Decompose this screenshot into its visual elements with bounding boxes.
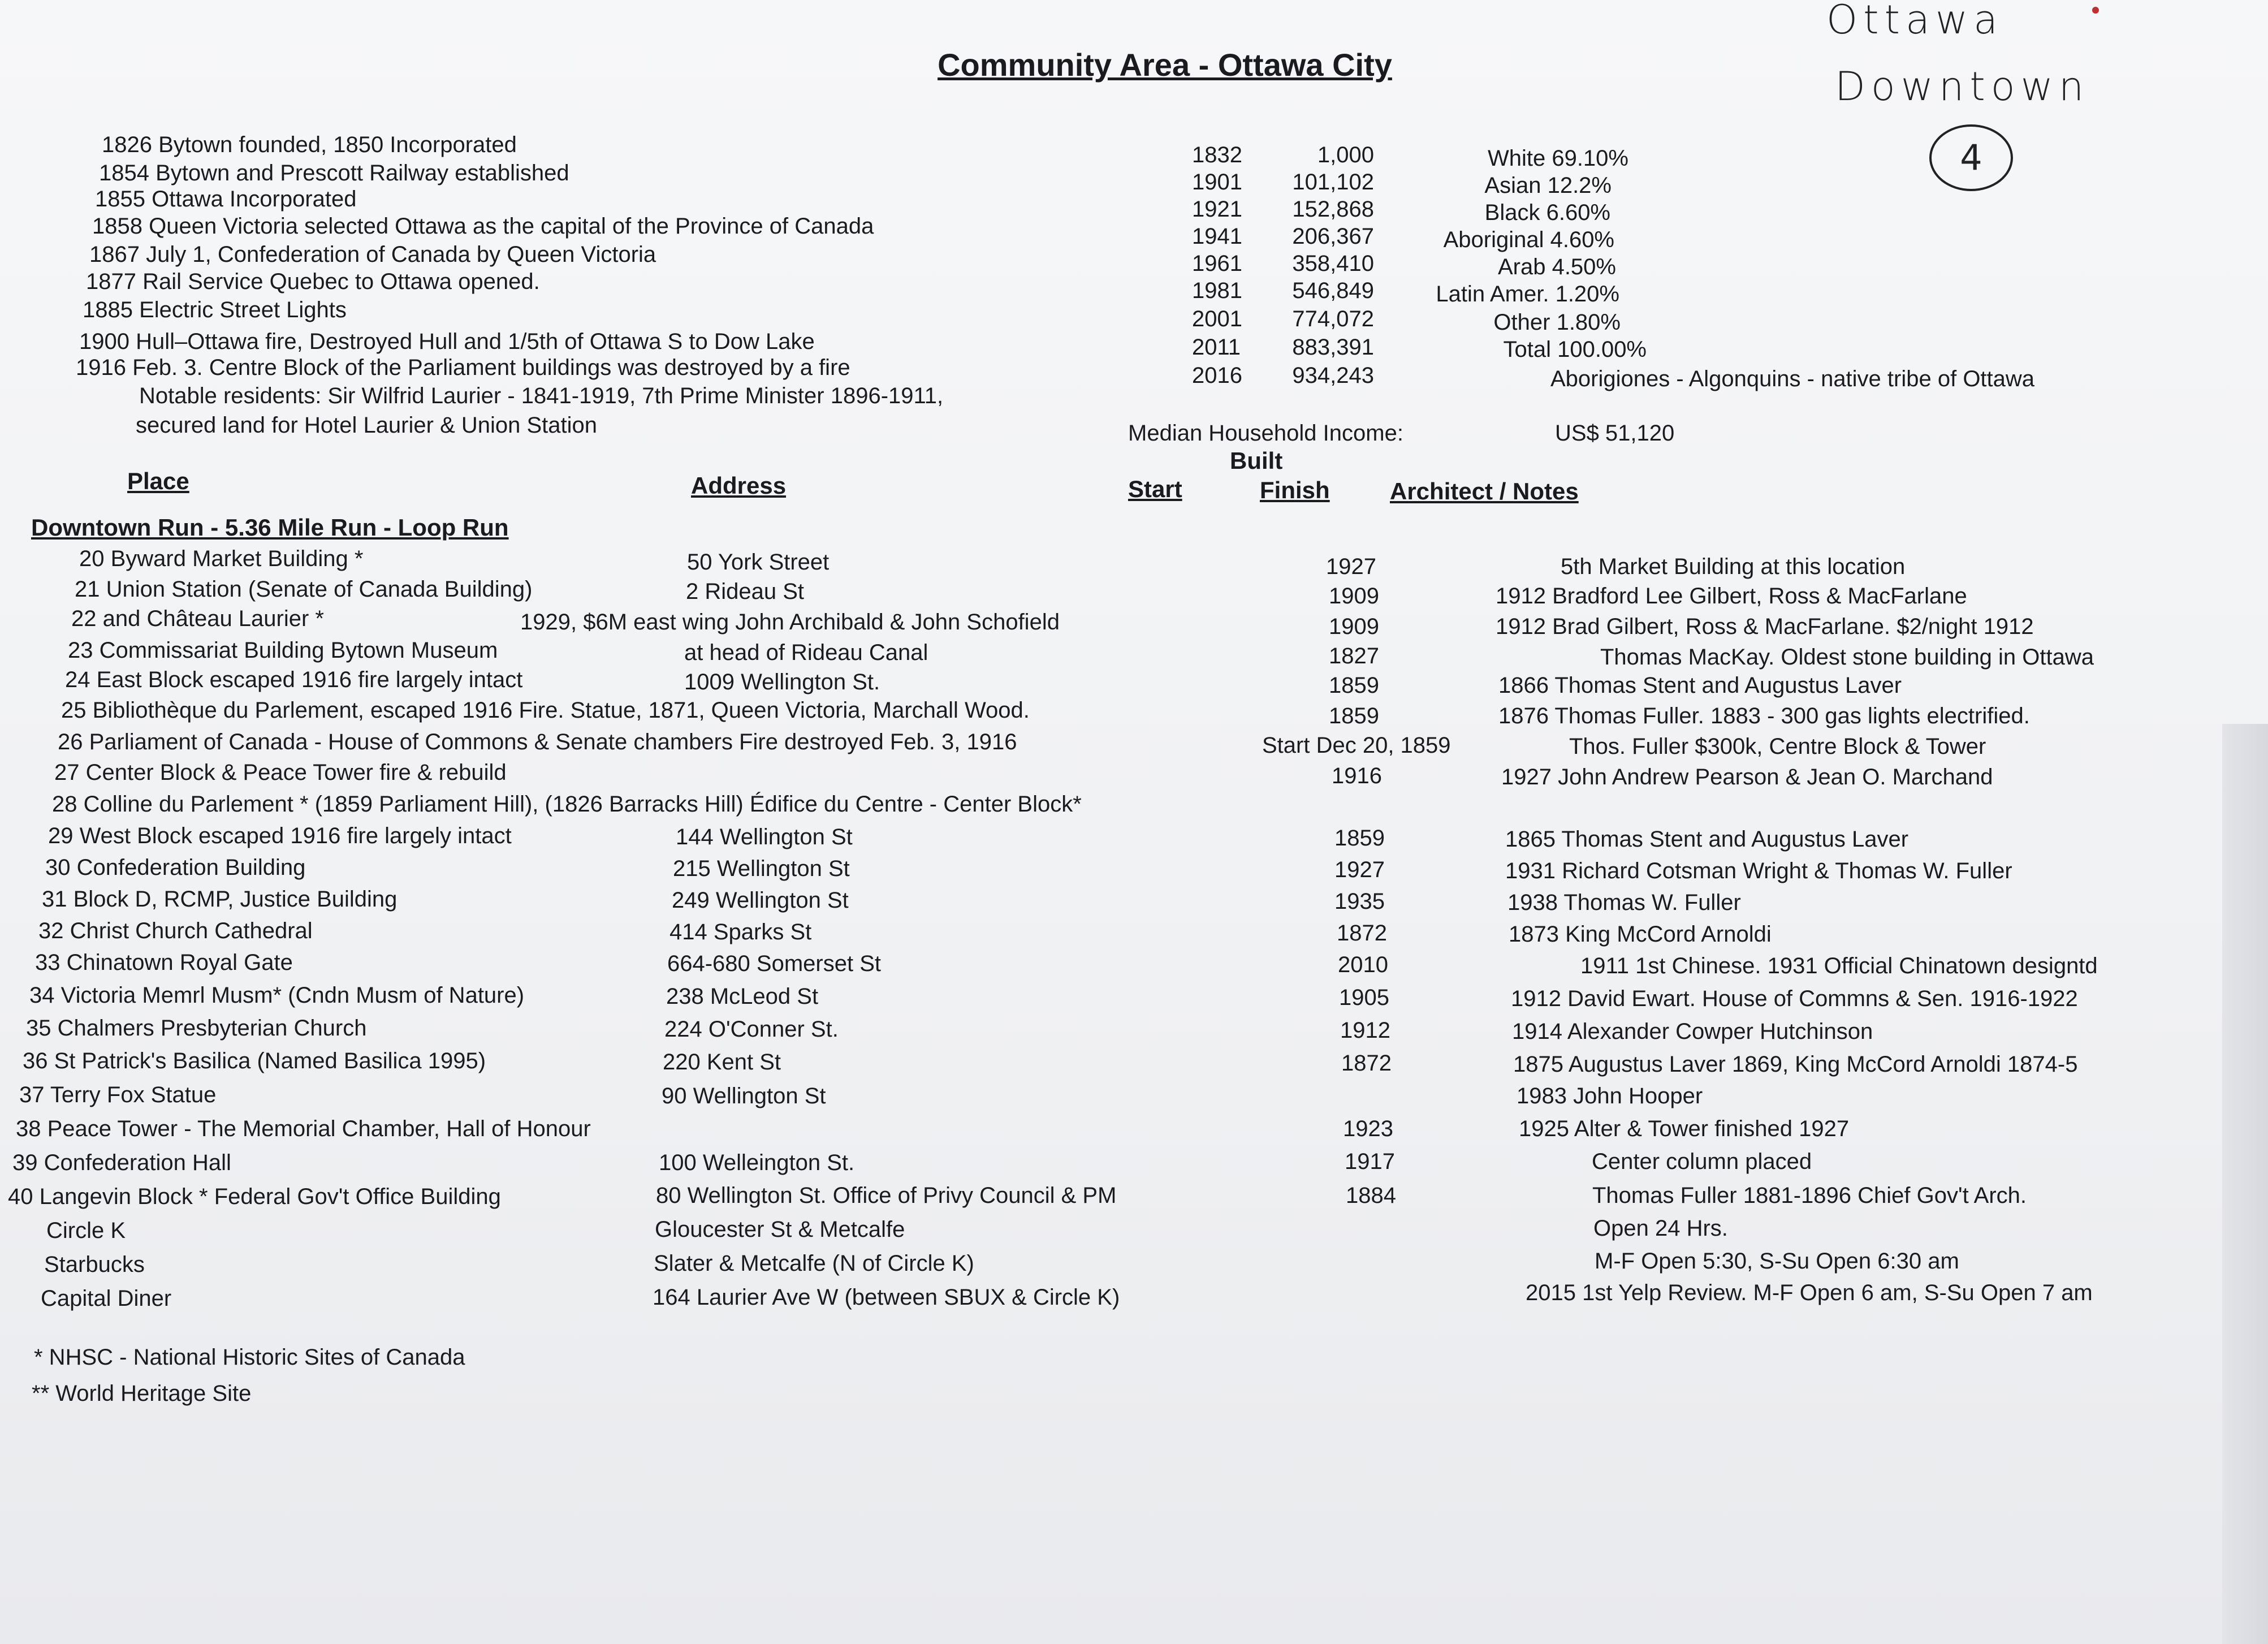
place-name: 30 Confederation Building bbox=[45, 855, 306, 880]
history-line: 1877 Rail Service Quebec to Ottawa opened. bbox=[86, 269, 540, 294]
place-notes: 1875 Augustus Laver 1869, King McCord Arnoldi 1874-5 bbox=[1513, 1052, 2078, 1077]
place-notes: 1866 Thomas Stent and Augustus Laver bbox=[1498, 673, 1902, 698]
place-name: 25 Bibliothèque du Parlement, escaped 1916 Fire. Statue, 1871, Queen Victoria, Marchall Wood. bbox=[61, 698, 1030, 723]
population-count: 152,868 bbox=[1292, 197, 1374, 222]
place-name: 29 West Block escaped 1916 fire largely intact bbox=[48, 823, 512, 848]
place-name: Starbucks bbox=[44, 1252, 145, 1277]
place-name: 40 Langevin Block * Federal Gov't Office Building bbox=[8, 1184, 501, 1209]
place-address: 80 Wellington St. Office of Privy Council & PM bbox=[656, 1183, 1117, 1208]
place-address: 224 O'Conner St. bbox=[664, 1017, 839, 1042]
place-finish: 1859 bbox=[1334, 826, 1385, 851]
population-year: 1961 bbox=[1192, 251, 1242, 276]
place-finish: 1923 bbox=[1343, 1116, 1393, 1141]
place-name: 34 Victoria Memrl Musm* (Cndn Musm of Nature) bbox=[29, 983, 525, 1008]
place-notes: Thomas Fuller 1881-1896 Chief Gov't Arch. bbox=[1592, 1183, 2027, 1208]
place-finish: 1827 bbox=[1329, 644, 1379, 668]
population-count: 883,391 bbox=[1292, 335, 1374, 360]
place-finish: 1884 bbox=[1346, 1183, 1396, 1208]
place-notes: 1873 King McCord Arnoldi bbox=[1509, 922, 1772, 947]
demographic-line: White 69.10% bbox=[1487, 146, 1628, 171]
history-line: 1900 Hull–Ottawa fire, Destroyed Hull and 1/5th of Ottawa S to Dow Lake bbox=[79, 329, 815, 354]
population-year: 1921 bbox=[1192, 197, 1242, 222]
place-notes: 1912 Bradford Lee Gilbert, Ross & MacFarlane bbox=[1496, 584, 1967, 609]
population-count: 774,072 bbox=[1292, 307, 1374, 331]
place-address: 2 Rideau St bbox=[686, 579, 805, 604]
population-year: 1832 bbox=[1192, 143, 1242, 167]
place-name: 31 Block D, RCMP, Justice Building bbox=[42, 887, 398, 912]
place-address: Slater & Metcalfe (N of Circle K) bbox=[654, 1251, 974, 1276]
place-name: 26 Parliament of Canada - House of Commons & Senate chambers Fire destroyed Feb. 3, 1916 bbox=[58, 730, 1017, 754]
history-line: 1885 Electric Street Lights bbox=[83, 297, 347, 322]
place-name: 33 Chinatown Royal Gate bbox=[35, 950, 293, 975]
median-income-label: Median Household Income: bbox=[1128, 421, 1403, 446]
demographic-line: Total 100.00% bbox=[1503, 337, 1647, 362]
place-finish: 1859 bbox=[1329, 704, 1379, 728]
place-notes: 1865 Thomas Stent and Augustus Laver bbox=[1505, 827, 1909, 852]
history-line: 1858 Queen Victoria selected Ottawa as the capital of the Province of Canada bbox=[92, 214, 874, 239]
demographic-line: Latin Amer. 1.20% bbox=[1436, 282, 1619, 307]
place-finish: 1917 bbox=[1345, 1149, 1395, 1174]
place-address: 215 Wellington St bbox=[673, 856, 850, 881]
place-notes: 1876 Thomas Fuller. 1883 - 300 gas lights electrified. bbox=[1498, 704, 2030, 728]
place-finish: Start Dec 20, 1859 bbox=[1262, 733, 1451, 758]
demographic-line: Black 6.60% bbox=[1484, 200, 1610, 225]
place-notes: 2015 1st Yelp Review. M-F Open 6 am, S-Su Open 7 am bbox=[1526, 1280, 2093, 1305]
demographic-line: Asian 12.2% bbox=[1484, 173, 1612, 198]
place-name: 23 Commissariat Building Bytown Museum bbox=[68, 638, 498, 663]
place-notes: 1912 Brad Gilbert, Ross & MacFarlane. $2/night 1912 bbox=[1496, 614, 2034, 639]
place-finish: 1872 bbox=[1337, 921, 1387, 946]
place-notes: 1925 Alter & Tower finished 1927 bbox=[1519, 1116, 1850, 1141]
place-address: 90 Wellington St bbox=[662, 1084, 826, 1108]
section-title: Downtown Run - 5.36 Mile Run - Loop Run bbox=[31, 514, 509, 541]
place-finish: 1859 bbox=[1329, 673, 1379, 698]
place-name: 27 Center Block & Peace Tower fire & rebuild bbox=[54, 760, 507, 785]
handwritten-downtown: Downtown bbox=[1835, 63, 2090, 110]
population-year: 1901 bbox=[1192, 170, 1242, 195]
header-start: Start bbox=[1128, 476, 1182, 502]
demographic-line: Aboriginal 4.60% bbox=[1443, 227, 1614, 252]
place-address: 414 Sparks St bbox=[669, 920, 812, 944]
place-name: 24 East Block escaped 1916 fire largely intact bbox=[65, 667, 523, 692]
place-name: 37 Terry Fox Statue bbox=[19, 1082, 217, 1107]
header-place: Place bbox=[127, 468, 189, 494]
place-name: 21 Union Station (Senate of Canada Building) bbox=[75, 577, 533, 602]
population-year: 2016 bbox=[1192, 363, 1242, 388]
header-finish: Finish bbox=[1260, 477, 1330, 503]
population-count: 101,102 bbox=[1292, 170, 1374, 195]
place-name: 22 and Château Laurier * bbox=[71, 606, 324, 631]
place-address: 164 Laurier Ave W (between SBUX & Circle K) bbox=[653, 1285, 1120, 1310]
place-address: at head of Rideau Canal bbox=[684, 640, 928, 665]
history-line: 1855 Ottawa Incorporated bbox=[95, 187, 357, 212]
place-address: 1929, $6M east wing John Archibald & John Schofield bbox=[520, 610, 1060, 635]
place-address: 100 Welleington St. bbox=[659, 1150, 855, 1175]
population-year: 1941 bbox=[1192, 224, 1242, 249]
header-address: Address bbox=[691, 472, 787, 499]
red-dot-mark bbox=[2092, 7, 2099, 14]
place-address: 238 McLeod St bbox=[666, 984, 819, 1009]
population-count: 358,410 bbox=[1292, 251, 1374, 276]
place-notes: 1927 John Andrew Pearson & Jean O. Marchand bbox=[1501, 765, 1993, 789]
page-edge bbox=[2222, 724, 2268, 1644]
place-address: 220 Kent St bbox=[663, 1050, 781, 1075]
footnote-world-heritage: ** World Heritage Site bbox=[32, 1381, 252, 1406]
population-year: 2011 bbox=[1192, 335, 1241, 360]
aborigines-note: Aborigiones - Algonquins - native tribe of Ottawa bbox=[1550, 366, 2035, 391]
handwritten-ottawa: Ottawa bbox=[1826, 0, 2004, 43]
place-finish: 1935 bbox=[1334, 889, 1385, 914]
history-line: 1826 Bytown founded, 1850 Incorporated bbox=[102, 132, 517, 157]
population-count: 1,000 bbox=[1317, 143, 1374, 167]
handwritten-circled-number: 4 bbox=[1929, 124, 2013, 191]
place-notes: Open 24 Hrs. bbox=[1593, 1216, 1728, 1241]
history-line: 1854 Bytown and Prescott Railway established bbox=[99, 161, 569, 185]
place-name: 38 Peace Tower - The Memorial Chamber, Hall of Honour bbox=[16, 1116, 591, 1141]
place-name: Capital Diner bbox=[41, 1286, 172, 1311]
place-address: Gloucester St & Metcalfe bbox=[655, 1217, 905, 1242]
place-address: 1009 Wellington St. bbox=[684, 670, 880, 694]
demographic-line: Other 1.80% bbox=[1493, 310, 1621, 335]
place-finish: 1912 bbox=[1340, 1018, 1390, 1043]
place-finish: 2010 bbox=[1338, 952, 1388, 977]
demographic-line: Arab 4.50% bbox=[1497, 254, 1616, 279]
place-name: Circle K bbox=[46, 1218, 126, 1243]
median-income-value: US$ 51,120 bbox=[1555, 421, 1675, 446]
history-line: secured land for Hotel Laurier & Union Station bbox=[136, 413, 598, 438]
place-address: 664-680 Somerset St bbox=[667, 951, 881, 976]
place-notes: 1914 Alexander Cowper Hutchinson bbox=[1512, 1019, 1873, 1044]
population-year: 2001 bbox=[1192, 307, 1242, 331]
place-finish: 1909 bbox=[1329, 614, 1379, 639]
place-address: 249 Wellington St bbox=[672, 888, 849, 913]
place-notes: M-F Open 5:30, S-Su Open 6:30 am bbox=[1595, 1249, 1959, 1274]
history-line: 1916 Feb. 3. Centre Block of the Parliament buildings was destroyed by a fire bbox=[76, 355, 850, 380]
footnote-nhsc: * NHSC - National Historic Sites of Canada bbox=[34, 1345, 465, 1370]
place-finish: 1916 bbox=[1332, 763, 1382, 788]
place-notes: 1938 Thomas W. Fuller bbox=[1507, 890, 1741, 915]
place-address: 144 Wellington St bbox=[676, 825, 853, 849]
page-title: Community Area - Ottawa City bbox=[938, 47, 1392, 83]
header-built: Built bbox=[1230, 447, 1283, 474]
place-finish: 1905 bbox=[1339, 985, 1389, 1010]
place-finish: 1872 bbox=[1341, 1051, 1392, 1076]
population-year: 1981 bbox=[1192, 278, 1242, 303]
place-notes: 1983 John Hooper bbox=[1517, 1084, 1703, 1108]
place-notes: Center column placed bbox=[1592, 1149, 1812, 1174]
population-count: 546,849 bbox=[1292, 278, 1374, 303]
history-line: 1867 July 1, Confederation of Canada by Queen Victoria bbox=[89, 242, 656, 267]
place-notes: 1931 Richard Cotsman Wright & Thomas W. Fuller bbox=[1505, 858, 2012, 883]
place-notes: Thos. Fuller $300k, Centre Block & Tower bbox=[1569, 734, 1986, 759]
place-name: 39 Confederation Hall bbox=[12, 1150, 231, 1175]
place-name: 20 Byward Market Building * bbox=[79, 546, 364, 571]
place-notes: Thomas MacKay. Oldest stone building in Ottawa bbox=[1600, 645, 2094, 670]
place-notes: 5th Market Building at this location bbox=[1561, 554, 1906, 579]
place-name: 32 Christ Church Cathedral bbox=[38, 918, 313, 943]
place-name: 35 Chalmers Presbyterian Church bbox=[26, 1016, 367, 1041]
place-finish: 1927 bbox=[1326, 554, 1376, 579]
place-address: 50 York Street bbox=[687, 550, 830, 575]
place-notes: 1911 1st Chinese. 1931 Official Chinatown designtd bbox=[1580, 953, 2098, 978]
place-name: 36 St Patrick's Basilica (Named Basilica 1995) bbox=[23, 1048, 486, 1073]
population-count: 934,243 bbox=[1292, 363, 1374, 388]
history-line: Notable residents: Sir Wilfrid Laurier - 1841-1919, 7th Prime Minister 1896-1911, bbox=[139, 383, 944, 408]
place-notes: 1912 David Ewart. House of Commns & Sen. 1916-1922 bbox=[1511, 986, 2078, 1011]
place-name: 28 Colline du Parlement * (1859 Parliament Hill), (1826 Barracks Hill) Édifice du Centre - Center Block* bbox=[52, 792, 1082, 817]
header-architect-notes: Architect / Notes bbox=[1390, 478, 1579, 504]
place-finish: 1927 bbox=[1334, 857, 1385, 882]
place-finish: 1909 bbox=[1329, 584, 1379, 609]
population-count: 206,367 bbox=[1292, 224, 1374, 249]
